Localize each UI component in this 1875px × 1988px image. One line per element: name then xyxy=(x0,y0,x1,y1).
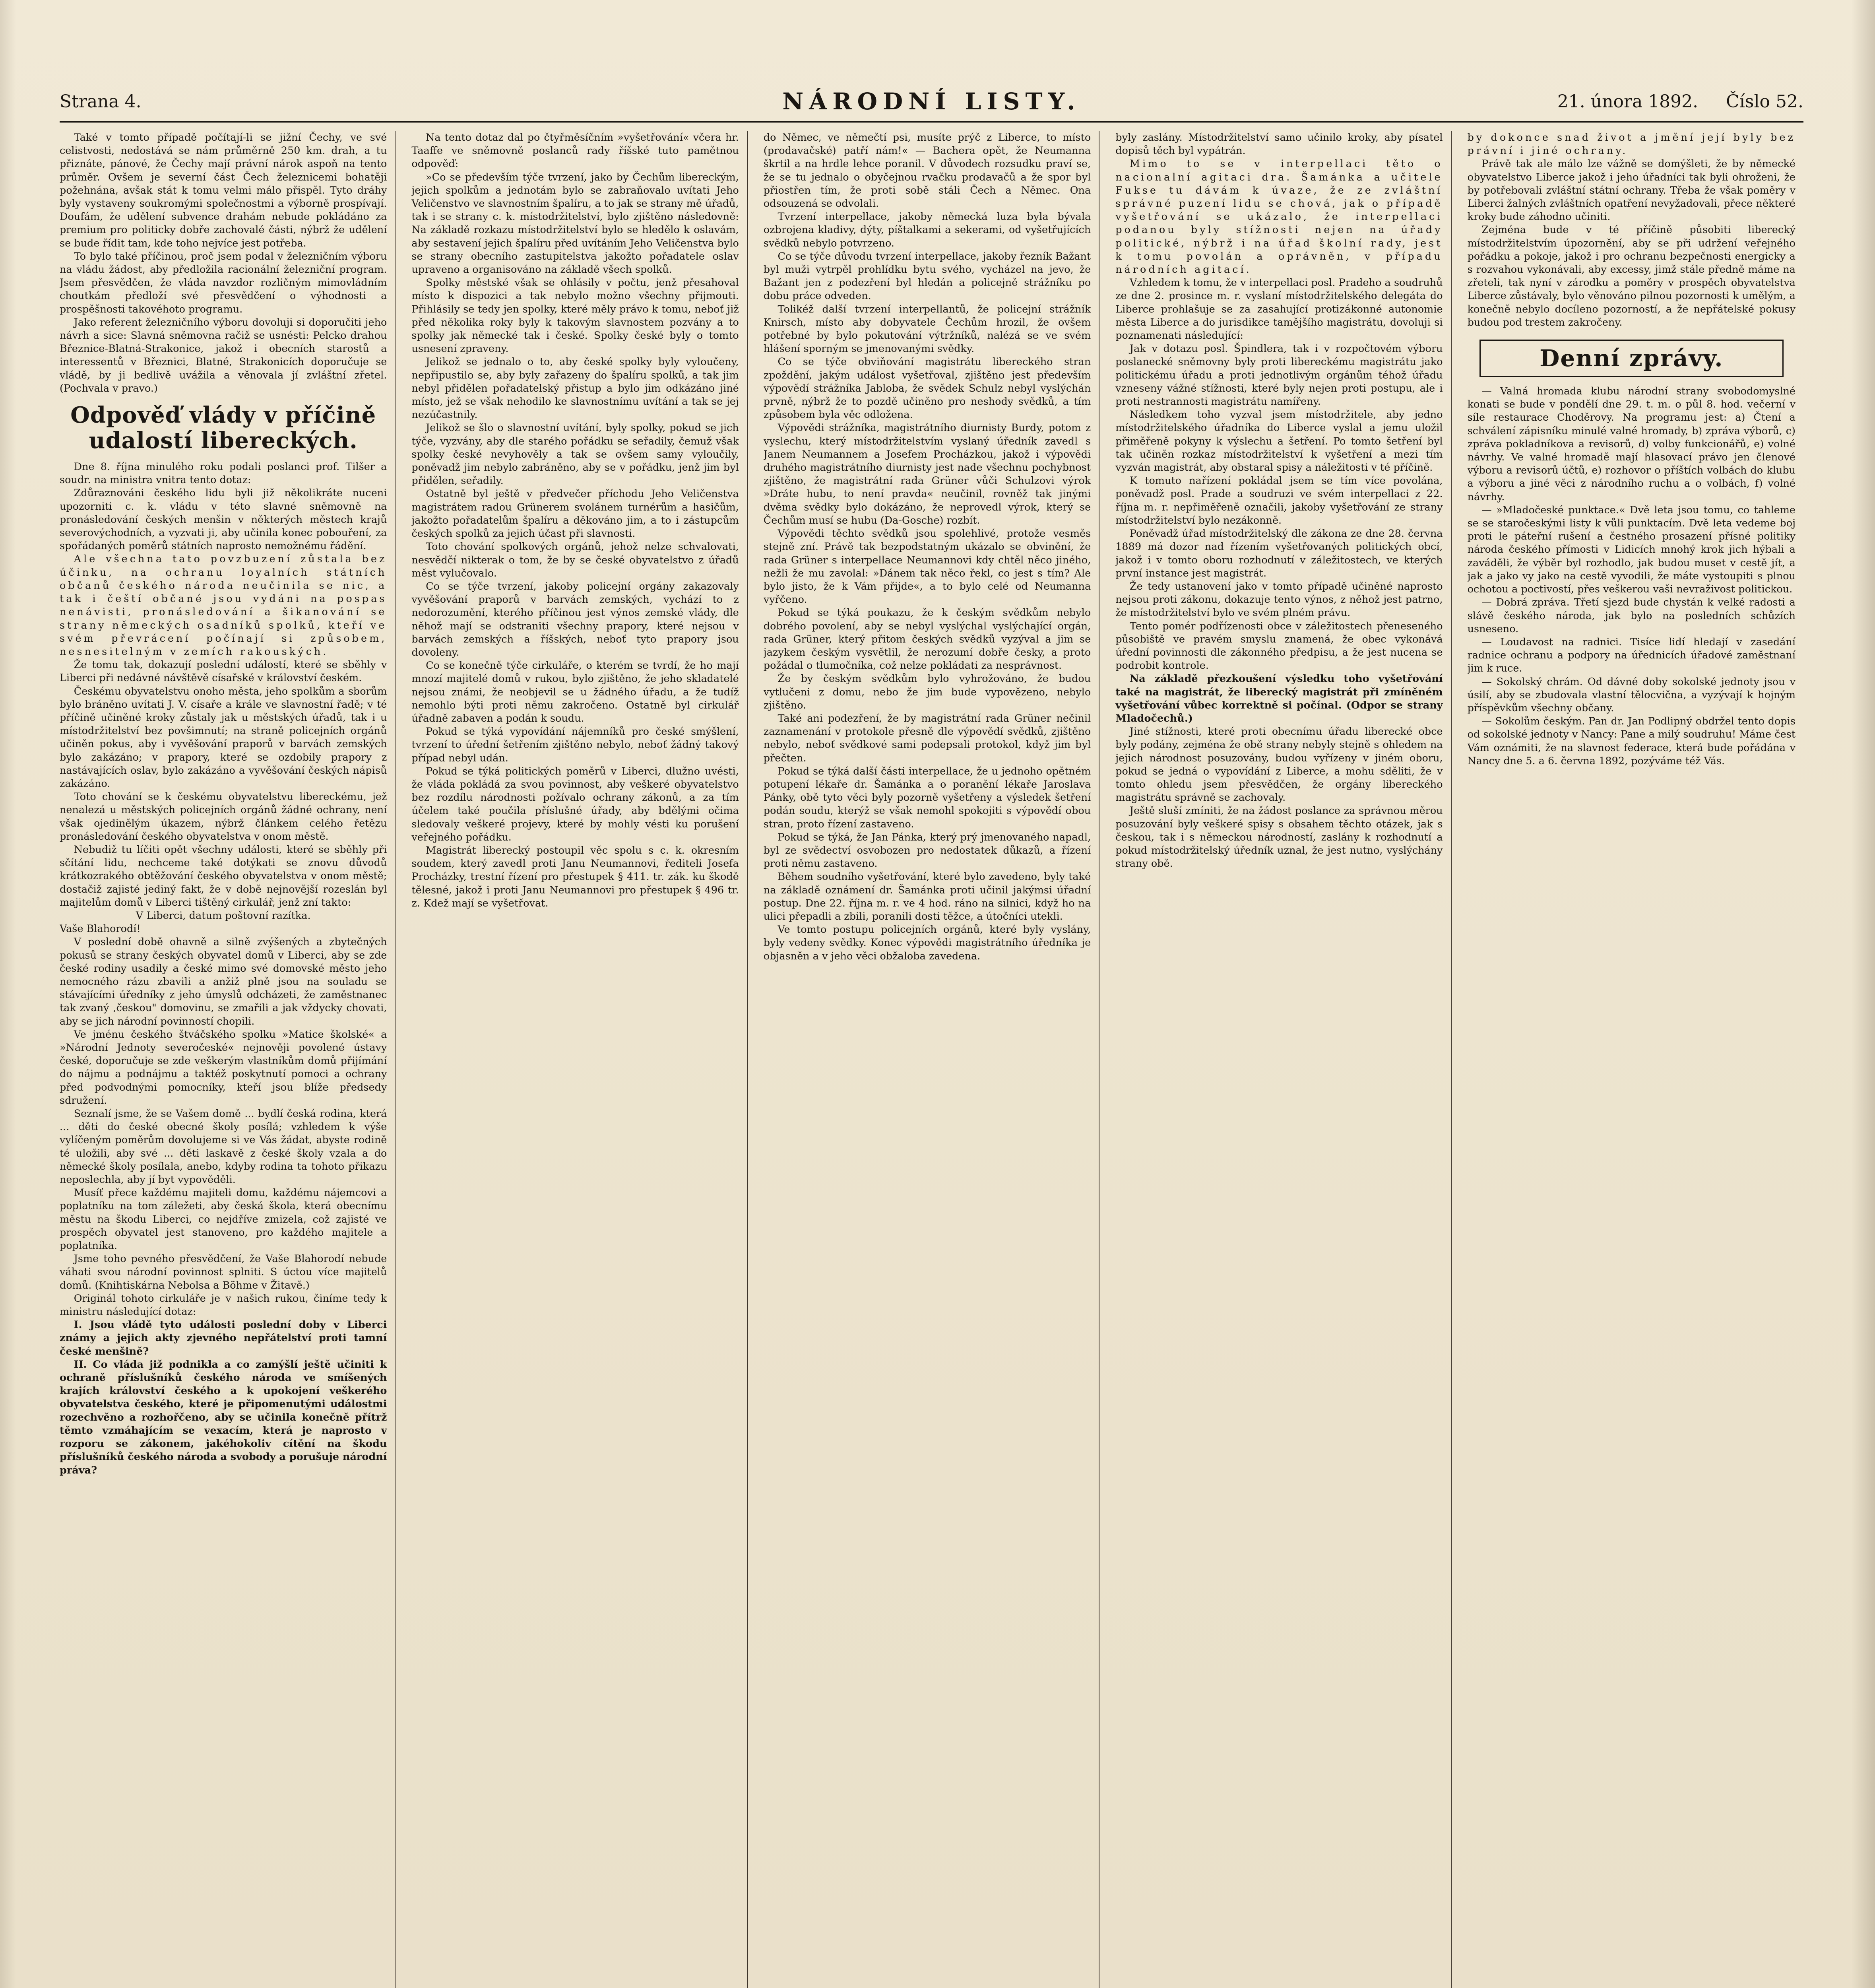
paragraph: Dne 8. října minulého roku podali poslanci prof. Tilšer a soudr. na ministra vnitra tento dotaz: xyxy=(60,461,387,486)
paragraph: Toto chování spolkových orgánů, jehož nelze schvalovati, nesvědčí nikterak o tom, že by se české obyvatelstvo z úřadů měst vylučovalo. xyxy=(411,541,739,579)
paragraph: Pokud se týká, že Jan Pánka, který prý jmenovaného napadl, byl ze svědectví osvobozen pro nedostatek důkazů, a řízení proti němu zastaveno. xyxy=(763,831,1091,870)
paragraph: K tomuto nařízení pokládal jsem se tím více povolána, poněvadž posl. Prade a soudruzi ve svém interpellaci z 22. října m. r. nepřiměřeně označili, jakoby vyšetřování ze strany místodržitelství bylo nezákonně. xyxy=(1115,475,1443,526)
paragraph: Tolikéž další tvrzení interpellantů, že policejní strážník Knirsch, místo aby dobyvatele Čechům hrozil, že ovšem potřebné by bylo pokutování výtržníků, nalézá se ve svém hlášení sporným se jmenovanými svědky. xyxy=(763,303,1091,355)
paragraph: V poslední době ohavně a silně zvýšených a zbytečných pokusů se strany českých obyvatel domů v Liberci, aby se zde české rodiny usadily a české mimo své domovské město jeho nemocného rázu zbavili a anžiž plně jsou na souladu se stávajícími úředníky z jeho úmyslů odcházeti, že zaměstnanec tak zvaný ,českou" domovinu, se zmařili a jak vždycky chovati, aby se jich národní povinností chopili. xyxy=(60,936,387,1027)
circular-salutation: Vaše Blahorodí! xyxy=(60,923,141,935)
news-item: — Valná hromada klubu národní strany svobodomyslné konati se bude v pondělí dne 29. t. m. o půl 8. hod. večerní v síle restaurace Choděrovy. Na programu jest: a) Čtení a schválení zápisníku minulé valné hromady, b) zpráva výborů, c) zpráva pokladníkova a revisorů, d) volby funkcionářů, e) volné návrhy. Ve valné hromadě mají hlasovací právo jen členové výboru a revisorů účtů, e) rozhovor o příštích volbách do klubu a výboru a jiné věci z národního ruchu a o volbách, f) volné návrhy. xyxy=(1467,385,1796,503)
paragraph: byly zaslány. Místodržitelství samo učinilo kroky, aby písatel dopisů těch byl vypátrán. xyxy=(1115,132,1443,157)
paragraph: Musíť přece každému majiteli domu, každému nájemcovi a poplatníku na tom záležeti, aby česká škola, která obecnímu městu na škodu Liberci, co nejdříve zmizela, což zajisté ve prospěch obyvatel jest stanoveno, pro každého majitele a poplatníka. xyxy=(60,1187,387,1252)
paragraph: Ve jménu českého štváčského spolku »Matice školské« a »Národní Jednoty severočeské« nejnověji povolené ústavy české, doporučuje se zde veškerým vlastníkům domů přijímání do nájmu a podnájmu a taktéž poskytnutí pomoci a ochrany před podvodnými pomocníky, kteří jsou blíže předsedy sdružení. xyxy=(60,1028,387,1107)
news-item: — Dobrá zpráva. Třetí sjezd bude chystán k velké radosti a slávě českého národa, jak bylo na posledních schůzích usneseno. xyxy=(1467,596,1796,635)
news-item: — »Mladočeské punktace.« Dvě leta jsou tomu, co tahleme se se staročeskými listy k vůli punktacím. Dvě leta vedeme boj proti le páteřní rušení a čestného prosazení přísné politiky národa českého přímosti v Lidicích mnohý krok jich hýbali a zaváděli, že výběr byl rozhodlo, jak budou muset v cestě jít, a jak a jako vy jako na cestě vyvodili, že máte vystoupiti s plnou ochotou a poctivostí, přes veškerou vaši nevraživost politickou. xyxy=(1467,504,1796,596)
paragraph: Jako referent železničního výboru dovoluji si doporučiti jeho návrh a sice: Slavná sněmovna račiž se usnésti: Pelcko drahou Březnice-Blatná-Strakonice, jakož i obecních starostů a interessentů v Březnici, Blatné, Strakonicích doporučuje se vládě, by ji bedlivě uvážila a věnovala jí zvláštní zřetel. (Pochvala v pravo.) xyxy=(60,316,387,394)
page-edge-shadow xyxy=(0,0,16,1988)
paragraph: Jelikož se jednalo o to, aby české spolky byly vyloučeny, nepřipustilo se, aby byly zařazeny do špalíru spolků, a tak jim nebyl přidělen pořadatelský přistup a bylo jim odkázáno jiné místo, jež se však nehodilo ke slavnostnímu uvítání a tak se jej nezúčastnily. xyxy=(411,356,739,421)
paragraph: Pokud se týká vypovídání nájemníků pro české smýšlení, tvrzení to úřední šetřením zjištěno nebylo, neboť žádný takový případ nebyl udán. xyxy=(411,726,739,764)
paragraph: do Němec, ve němečtí psi, musíte prýč z Liberce, to místo (prodavačské) patří nám!« — Bachera opět, že Neumanna škrtil a na hrdle lehce poranil. V důvodech rozsudku praví se, že se tu jednalo o obyčejnou rvačku prodavačů a že spor byl přiostřen tím, že proti sobě stáli Čech a Němec. Ona odsouzená se odvolali. xyxy=(763,132,1091,210)
paragraph: Ostatně byl ještě v předvečer příchodu Jeho Veličenstva magistrátem radou Grünerem svolánem turnérům a hasičům, jakožto pořadatelům špalíru a děkováno jim, a to i zástupcům českých spolků za jejich účast při slavnosti. xyxy=(411,488,739,540)
paragraph: Také ani podezření, že by magistrátní rada Grüner nečinil zaznamenání v protokole přesně dle výpovědí svědků, zjištěno nebylo, neboť svědkové sami podepsali protokol, když jim byl přečten. xyxy=(763,712,1091,764)
paragraph: Ale všechna tato povzbuzení zůstala bez účinku, na ochranu loyalních státních občanů českého národa neučinila se nic, a tak i čeští občané jsou vydáni na pospas nenávisti, pronásledování a šikanování se strany německých osadníků spolků, kteří ve svém převrácení počínají si způsobem, nesnesitelným v zemích rakouských. xyxy=(60,553,387,658)
paragraph: Zdůraznováni českého lidu byli již několikráte nuceni upozorniti c. k. vládu v této slavné sněmovně na pronásledování českých menšin v některých městech krajů severovýchodních, a vyzvati ji, aby učinila konec pobouření, za spořádaných poměrů státních naprosto nemožnému řádění. xyxy=(60,487,387,552)
paragraph: Co se týče obviňování magistrátu libereckého stran zpoždění, jakým událost vyšetřoval, zjištěno jest především výpovědí strážníka Jabloba, že svědek Schulz nebyl vyslýchán prvně, nýbrž že to pozdě učiněno pro neshody svědků, a tím způsobem byla věc odložena. xyxy=(763,356,1091,421)
issue-number: Číslo 52. xyxy=(1726,91,1803,112)
paragraph: Ještě sluší zmíniti, že na žádost poslance za správnou měrou posuzování byly veškeré spisy s obsahem těchto otázek, jak s českou, tak i s německou národností, zaslány k rozhodnutí a pokud místodržitelský úředník uznal, že jest nutno, vyslýchány strany obě. xyxy=(1115,805,1443,870)
question-2: II. Co vláda již podnikla a co zamýšlí ještě učiniti k ochraně příslušníků českého národa ve smíšených krajích království českého a k upokojení veškerého obyvatelstva českého, které je připomenutými událostmi rozechvěno a rozhořčeno, aby se učinila konečně přítrž těmto vzmáhajícím se vexacím, která je naprosto v rozporu se zákonem, jakéhokoliv cítění na škodu příslušníků českého národa a svobody a porušuje národní práva? xyxy=(60,1358,387,1476)
paragraph: Na tento dotaz dal po čtyřměsíčním »vyšetřování« včera hr. Taaffe ve sněmovně poslanců rady říšské tuto pamětnou odpověď: xyxy=(411,132,739,170)
paragraph: Co se týče tvrzení, jakoby policejní orgány zakazovaly vyvěšování praporů v barvách zemských, vychází to z nedorozumění, kterého příčinou jest výnos zemské vlády, dle něhož mají se odstraniti všechny prapory, které nejsou v barvách zemských a říšských, neboť tyto prapory jsou dovoleny. xyxy=(411,580,739,658)
binding-shadow xyxy=(1851,0,1875,1988)
column-5 xyxy=(1468,131,1803,1988)
paragraph: Během soudního vyšetřování, které bylo zavedeno, byly také na základě oznámení dr. Šamánka proti učinil jakýmsi úřadní postup. Dne 22. října m. r. ve 4 hod. ráno na silnici, když ho na ulici přepadli a zbili, poranili dosti těžce, a útočníci utekli. xyxy=(763,871,1091,922)
paragraph: Že tedy ustanovení jako v tomto případě učiněné naprosto nejsou proti zákonu, dokazuje tento výnos, z něhož jest patrno, že místodržitelství bylo ve svém plném právu. xyxy=(1115,580,1443,619)
masthead-rule xyxy=(60,121,1803,123)
paragraph: Nebudiž tu líčiti opět všechny události, které se sběhly při sčítání lidu, nechceme také dotýkati se znovu důvodů krátkozrakého obtěžování českého obyvatelstva v onom městě; dostačiž zajisté jediný fakt, že v době nejnovější rozeslán byl majitelům domů v Liberci tištěný cirkulář, jenž zní takto: xyxy=(60,843,387,909)
news-item: — Sokolům českým. Pan dr. Jan Podlipný obdržel tento dopis od sokolské jednoty v Nancy: Pane a milý soudruhu! Máme čest Vám oznámiti, že na slavnost federace, která bude pořádána v Nancy dne 5. a 6. června 1892, pozýváme též Vás. xyxy=(1467,715,1796,767)
column-4 xyxy=(1115,131,1451,1988)
newspaper-title: NÁRODNÍ LISTY. xyxy=(782,88,1081,115)
paragraph: Jak v dotazu posl. Špindlera, tak i v rozpočtovém výboru poslanecké sněmovny byly proti libereckému magistrátu jako politickému úřadu a proti jednotlivým orgánům téhož úřadu vzneseny vážné stížnosti, které byly nejen proti postupu, ale i proti nestrannosti magistrátu namířeny. xyxy=(1115,343,1443,408)
paragraph: Poněvadž úřad místodržitelský dle zákona ze dne 28. června 1889 má dozor nad řízením vyšetřovaných politických obcí, jakož i v tomto oboru rozhodnutí v záležitostech, ve kterých první instance jest magistrát. xyxy=(1115,528,1443,579)
page-number: Strana 4. xyxy=(60,91,142,112)
paragraph: Vzhledem k tomu, že v interpellaci posl. Pradeho a soudruhů ze dne 2. prosince m. r. vyslaní místodržitelského delegáta do Liberce prohlašuje se za zasahující protizákonné autonomie města Liberce a do jurisdikce tamějšího magistrátu, dovoluji si poznamenati následující: xyxy=(1115,277,1443,342)
paragraph: Spolky městské však se ohlásily v počtu, jenž přesahoval místo k dispozici a tak nebylo možno všechny přijmouti. Přihlásily se tedy jen spolky, které měly právo k tomu, neboť již před několika roky byly k takovým slavnostem pozvány a to spolky jak německé tak i české. Spolky české byly o tomto usnesení zpraveny. xyxy=(411,277,739,355)
paragraph: Také v tomto případě počítají-li se jižní Čechy, ve své celistvosti, nedostává se nám průměrně 250 km. drah, a tu přiznáte, pánové, že Čechy mají právní nárok aspoň na tento průměr. Ovšem je severní část Čech železnicemi bohatěji požehnána, avšak stát k tomu velmi málo přispěl. Tyto dráhy byly vystaveny soukromými společnostmi a výborně prospívají. Doufám, že udělení subvence drahám nebude pokládáno za premium pro politicky dobře zachovalé části, nýbrž že udělení se bude řídit tam, kde toho nejvíce jest potřeba. xyxy=(60,132,387,249)
paragraph: Že tomu tak, dokazují poslední událostí, které se sběhly v Liberci při nedávné návštěvě císařské v království českém. xyxy=(60,659,387,684)
news-item: — Loudavost na radnici. Tisíce lidí hledají v zasedání radnice ochranu a podpory na úřednicích úřadové zaměstnaní jim k ruce. xyxy=(1467,636,1796,675)
paragraph: Jelikož se šlo o slavnostní uvítání, byly spolky, pokud se jich týče, vyzvány, aby dle starého pořádku se seřadily, čemuž však spolky české nevyhověly a tak se ovšem samy vyloučily, poněvadž jim nebylo zabráněno, aby se v pořádku, jenž jim byl přidělen, seřadily. xyxy=(411,422,739,487)
paragraph: To bylo také příčinou, proč jsem podal v železničním výboru na vládu žádost, aby předložila racionální železniční program. Jsem přesvědčen, že vláda navzdor rozličným mimovládním choutkám předloží své přesvědčení o výhodnosti a prospěšnosti takovéhoto programu. xyxy=(60,250,387,315)
paragraph: Zejména bude v té příčině působiti liberecký místodržitelstvím úpozornění, aby se při udržení veřejného pořádku a pokoje, jakož i pro ochranu bezpečnosti energicky a s rozvahou vykonávali, aby excessy, jimž stále předně máme na zřeteli, tak nyní v zárodku a poměry v prospěch obyvatelstva Liberce zůstávaly, bylo věnováno pilnou pozornosti k umělým, a konečně nebylo docíleno pozorností, a že nepřátelské pokusy budou pod trestem zakročeny. xyxy=(1467,224,1796,328)
paragraph: Právě tak ale málo lze vážně se domýšleti, že by německé obyvatelstvo Liberce jakož i jeho úřadníci tak byli ohroženi, že by potřebovali zvláštní státní ochrany. Třeba že však poměry v Liberci žalných zvláštních opatření nevyžadovali, přece některé kroky bude záhodno učiniti. xyxy=(1467,158,1796,223)
paragraph: Magistrát liberecký postoupil věc spolu s c. k. okresním soudem, který zavedl proti Janu Neumannovi, řediteli Josefa Procházky, trestní řízení pro přestupek § 411. tr. zák. ku škodě tělesné, jakož i proti Janu Neumannovi pro přestupek § 496 tr. z. Kdež mají se vyšetřovat. xyxy=(411,844,739,909)
paragraph: Českému obyvatelstvu onoho města, jeho spolkům a sborům bylo bráněno uvítati J. V. císaře a krále ve slavnostní řadě; v té příčině učiněné kroky zůstaly jak u městských úřadů, tak i u místodržitelství bez povšimnutí; na straně policejních orgánů učiněn pokus, aby i vyvěšování praporů v barvách zemských bylo zakázáno; v prapory, které se ozdobily prapory z nastávajících oslav, bylo zakázáno a vyvěšování českých nápisů zakázáno. xyxy=(60,685,387,790)
text-columns xyxy=(60,131,1803,1988)
section-heading: Denní zprávy. xyxy=(1479,340,1784,377)
paragraph: Výpovědi těchto svědků jsou spolehlivé, protože vesměs stejně zní. Právě tak bezpodstatným ukázalo se obvinění, že rada Grüner s interpellace Neumannovi kdy chtěl něco jiného, nežli že mu zavolal: »Dánem tak něco řekl, co jest s tím? Ale bylo jisto, že k Vám přijde«, a to bylo celé od Neumanna vyřčeno. xyxy=(763,528,1091,606)
column-2 xyxy=(411,131,747,1988)
paragraph: Tento pomér podřízenosti obce v záležitostech přeneseného působiště ve pravém smyslu znamená, že obec vykonává úřední povinnosti dle zákonného předpisu, a že jest nucena se podrobit kontrole. xyxy=(1115,620,1443,672)
paragraph: Pokud se týká další části interpellace, že u jednoho opětném potupení lékaře dr. Šamánka a o poranění lékaře Jaroslava Pánky, obě tyto věci byly pozorně vyšetřeny a výsledek šetření podán soudu, kterýž se však nemohl spokojiti s výpovědí obou stran, proto řízení zastaveno. xyxy=(763,765,1091,830)
article-headline: Odpověď vlády v příčině udalostí libereckých. xyxy=(70,402,376,454)
paragraph: »Co se především týče tvrzení, jako by Čechům libereckým, jejich spolkům a jednotám bylo se zabraňovalo uvítati Jeho Veličenstvo ve slavnostním špalíru, a to jak se strany mě úřadů, tak i se strany c. k. místodržitelství, bylo zjištěno následovně: Na základě rozkazu místodržitelství bylo se hledělo k oslavám, aby sestavení jejich špalíru před uvítáním Jeho Veličenstva bylo se strany obecního zastupitelstva jakožto pořadatele oslav upraveno a organisováno na základě všech spolků. xyxy=(411,171,739,276)
paragraph: Pokud se týká politických poměrů v Liberci, dlužno uvésti, že vláda pokládá za svou povinnost, aby veškeré obyvatelstvo bez rozdílu národnosti požívalo ochrany zákonů, a za tím účelem také poučila příslušné úřady, aby bdělými očima sledovaly veškeré projevy, které by mohly vésti ku porušení veřejného pořádku. xyxy=(411,765,739,843)
paragraph: Následkem toho vyzval jsem místodržitele, aby jedno místodržitelského úřadníka do Liberce vyslal a jemu uložil přiměřeně pokyny k výslechu a šetření. Po tomto šetření byl tak učiněn rozkaz místodržitelství k vyšetření a mezi tím vyzván magistrát, aby obstaral spisy a náležitosti v té příčině. xyxy=(1115,409,1443,474)
paragraph: Tvrzení interpellace, jakoby německá luza byla bývala ozbrojena kladivy, dýty, píštalkami a sekerami, od vyšetřujících svědků nebylo potvrzeno. xyxy=(763,211,1091,249)
paragraph: Ve tomto postupu policejních orgánů, které byly vyslány, byly vedeny svědky. Konec výpovědi magistrátního úředníka je objasněn a v jeho věci obžaloba zavedena. xyxy=(763,924,1091,962)
paragraph: Výpovědi strážníka, magistrátního diurnisty Burdy, potom z vyslechu, který místodržitelstvím vyslaný úředník zavedl s Janem Neumannem a Josefem Procházkou, jakož i výpovědi druhého magistrátního diurnisty jest nade všechnu pochybnost zjištěno, že magistrátní rada Grüner vůči Schulzovi výrok »Dráte hubu, to není pravda« neučinil, rovněž tak jinými dvěma svědky bylo dokázáno, že neprovedl výrok, který se Čechům musí se hubu (Da-Gosche) rozbít. xyxy=(763,422,1091,526)
issue-date: 21. února 1892. xyxy=(1557,91,1699,112)
column-1 xyxy=(60,131,396,1988)
paragraph: by dokonce snad život a jmění její byly bez právní i jiné ochrany. xyxy=(1467,132,1796,157)
paragraph: Že by českým svědkům bylo vyhrožováno, že budou vytlučeni z domu, nebo že jim bude vypovězeno, nebylo zjištěno. xyxy=(763,673,1091,711)
circular-dateline: V Liberci, datum poštovní razítka. xyxy=(136,909,311,922)
column-3 xyxy=(764,131,1099,1988)
paragraph: Originál tohoto cirkuláře je v našich rukou, činíme tedy k ministru následující dotaz: xyxy=(60,1292,387,1318)
paragraph: Jiné stížnosti, které proti obecnímu úřadu liberecké obce byly podány, zejména že obě strany nebyly stejně s ohledem na jejich národnost posuzovány, budou vyřízeny v jiném oboru, pokud se jedná o vypovídání z Liberce, a mohu sděliti, že v tomto ohledu jsem přesvědčen, že orgány libereckého magistrátu správně se zachovaly. xyxy=(1115,726,1443,804)
paragraph: Toto chování se k českému obyvatelstvu libereckému, jež nenalezá u městských policejních orgánů žádné ochrany, není však ojedinělým úkazem, nýbrž článkem celého řetězu pronásledování českého obyvatelstva v onom městě. xyxy=(60,791,387,843)
paragraph: Jsme toho pevného přesvědčení, že Vaše Blahorodí nebude váhati svou národní povinnost splniti. S úctou více majitelů domů. (Knihtiskárna Nebolsa a Böhme v Žitavě.) xyxy=(60,1253,387,1291)
paragraph: Co se týče důvodu tvrzení interpellace, jakoby řezník Bažant byl muži vytrpěl prohlídku bytu svého, vycházel na jevo, že Bažant jen z podezření byl hledán a policejně strážníku po dobu práce odveden. xyxy=(763,250,1091,302)
paragraph: Co se konečně týče cirkuláře, o kterém se tvrdí, že ho mají mnozí majitelé domů v rukou, bylo zjištěno, že jeho skladatelé nejsou známi, že neobjevil se u žádného úřadu, a že tudíž nemohlo býti proti němu zakročeno. Ostatně byl cirkulář úřadně zabaven a podán k soudu. xyxy=(411,660,739,724)
paragraph: Seznalí jsme, že se Vašem domě ... bydlí česká rodina, která ... děti do české obecné školy posílá; vzhledem k výše vylíčeným poměrům dovolujeme si ve Vás žádat, abyste rodině té uložili, aby své ... děti laskavě z české školy vzala a do německé školy posílala, anebo, kdyby rodina ta tohoto přikazu neposlechla, aby jí byt vypověděli. xyxy=(60,1108,387,1186)
paragraph: Pokud se týká poukazu, že k českým svědkům nebylo dobrého povolení, aby se nebyl vyslýchal vyslýchající orgán, rada Grüner, který přitom českých svědků vyzýval a jim se jazykem českým vysvětlil, že nerozumí dobře česky, a proto požádal o tlumočníka, což nelze pokládati za nesprávnost. xyxy=(763,607,1091,672)
news-item: — Sokolský chrám. Od dávné doby sokolské jednoty jsou v úsilí, aby se zbudovala vlastní tělocvična, a vyzývají k hojným příspěvkům všechny občany. xyxy=(1467,676,1796,714)
paragraph: Na základě přezkoušení výsledku toho vyšetřování také na magistrát, že liberecký magistrát při zmíněném vyšetřování vůbec korrektně si počínal. (Odpor se strany Mladočechů.) xyxy=(1115,673,1443,724)
paragraph: Mimo to se v interpellaci těto o nacionalní agitaci dra. Šamánka a učitele Fukse tu dávám k úvaze, že ze zvláštní správné puzení lidu se chová, jak o případě vyšetřování se ukázalo, že interpellaci podanou byly stížnosti nejen na úřady politické, nýbrž i na úřad školní rady, jest k tomu povolán a oprávněn, v případu národních agitací. xyxy=(1115,158,1443,276)
question-1: I. Jsou vládě tyto události poslední doby v Liberci známy a jejich akty zjevného nepřátelství proti tamní české menšině? xyxy=(60,1319,387,1357)
masthead xyxy=(60,85,1803,117)
